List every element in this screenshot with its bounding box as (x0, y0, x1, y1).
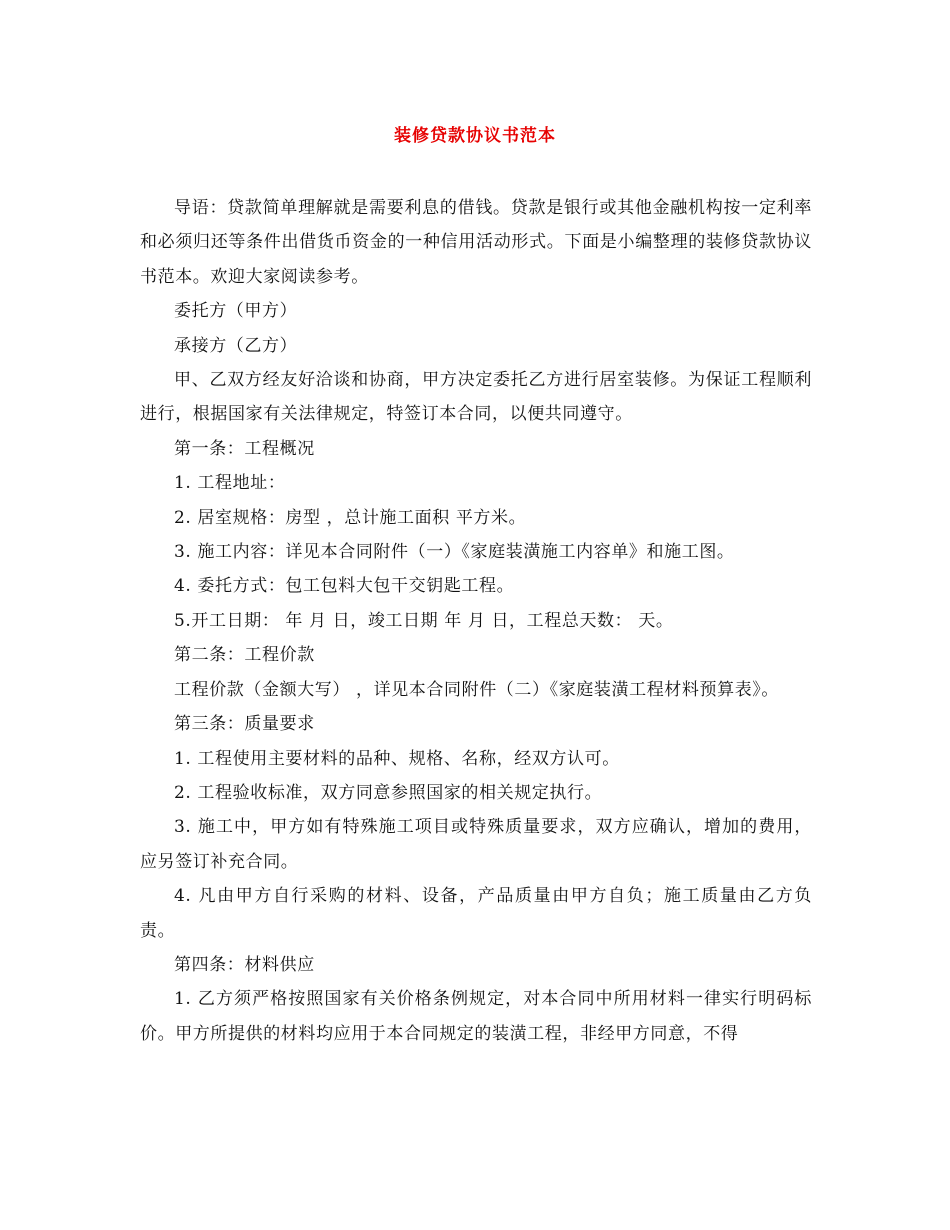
list-item: 3. 施工中，甲方如有特殊施工项目或特殊质量要求，双方应确认，增加的费用，应另签订补充合同。 (140, 817, 812, 872)
paragraph-intro: 导语：贷款简单理解就是需要利息的借钱。贷款是银行或其他金融机构按一定利率和必须归还等条件出借货币资金的一种信用活动形式。下面是小编整理的装修贷款协议书范本。欢迎大家阅读参考。 (140, 198, 812, 287)
list-item: 4. 委托方式：包工包料大包干交钥匙工程。 (174, 576, 515, 597)
section-heading-1: 第一条：工程概况 (174, 438, 315, 459)
paragraph-party-b: 承接方（乙方） (174, 335, 298, 356)
list-item: 4. 凡由甲方自行采购的材料、设备，产品质量由甲方自负；施工质量由乙方负责。 (140, 886, 812, 941)
section-heading-3: 第三条：质量要求 (174, 714, 315, 735)
document-title: 装修贷款协议书范本 (394, 126, 556, 146)
paragraph-party-a: 委托方（甲方） (174, 301, 298, 322)
list-item: 1. 工程地址： (174, 473, 286, 494)
list-item: 2. 居室规格：房型 ，总计施工面积 平方米。 (174, 507, 527, 528)
list-item: 2. 工程验收标准，双方同意参照国家的相关规定执行。 (174, 782, 603, 803)
list-item: 1. 乙方须严格按照国家有关价格条例规定，对本合同中所用材料一律实行明码标价。甲方所提供的材料均应用于本合同规定的装潢工程，非经甲方同意，不得 (140, 989, 812, 1044)
list-item: 5.开工日期： 年 月 日，竣工日期 年 月 日，工程总天数： 天。 (174, 610, 674, 631)
paragraph-price: 工程价款（金额大写） ，详见本合同附件（二）《家庭装潢工程材料预算表》。 (174, 679, 780, 700)
list-item: 1. 工程使用主要材料的品种、规格、名称，经双方认可。 (174, 748, 620, 769)
document-body (140, 191, 812, 1051)
paragraph-preamble: 甲、乙双方经友好洽谈和协商，甲方决定委托乙方进行居室装修。为保证工程顺利进行，根据国家有关法律规定，特签订本合同，以便共同遵守。 (140, 370, 812, 425)
list-item: 3. 施工内容：详见本合同附件（一）《家庭装潢施工内容单》和施工图。 (174, 542, 735, 563)
section-heading-2: 第二条：工程价款 (174, 645, 315, 666)
section-heading-4: 第四条：材料供应 (174, 954, 315, 975)
